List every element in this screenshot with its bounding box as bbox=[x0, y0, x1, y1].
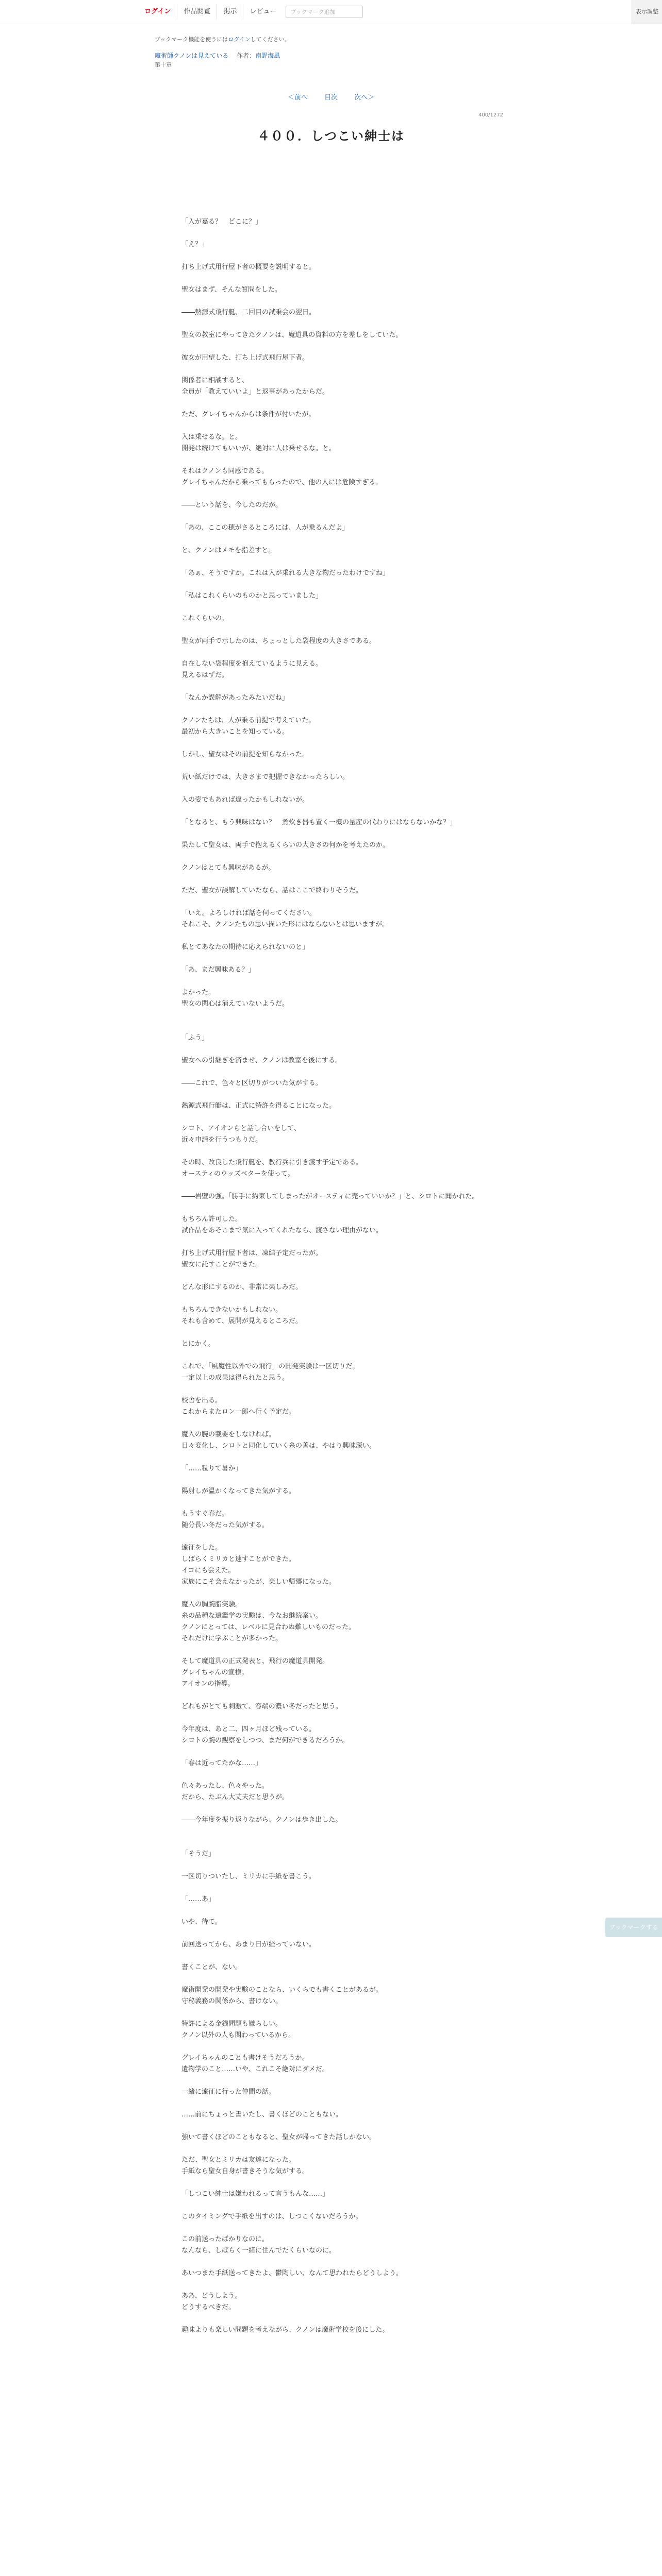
body-paragraph: 「入が嘉る？ どこに？」 bbox=[181, 218, 262, 226]
body-paragraph: 今年度は、あと二、四ヶ月ほど残っている。 シロトの腕の観察をしつつ、まだ何ができるだろうか。 bbox=[181, 1725, 349, 1744]
author-link[interactable]: 南野海風 bbox=[255, 52, 280, 59]
body-paragraph: 校舎を出る。 これからまたロン一郎へ行く予定だ。 bbox=[181, 1397, 296, 1416]
nav-item-review[interactable]: レビュー bbox=[243, 4, 283, 20]
body-paragraph: この前送ったばかりなのに。 なんなら、しばらく一緒に住んでたくらいなのに。 bbox=[181, 2235, 336, 2255]
body-paragraph: もちろんできないかもしれない。 それも含めて、展開が見えるところだ。 bbox=[181, 1306, 302, 1325]
body-paragraph: 「あ、まだ興味ある？」 bbox=[181, 966, 255, 974]
body-paragraph: 自在しない袋程度を抱えているように見える。 見えるはずだ。 bbox=[181, 660, 323, 679]
author-label: 作者： bbox=[237, 52, 256, 59]
body-paragraph: しかし、聖女はその前提を知らなかった。 bbox=[181, 751, 309, 758]
body-paragraph: 「春は近ってたかな……」 bbox=[181, 1759, 262, 1767]
body-paragraph: ただ、聖女とミリカは友達になった。 手紙なら聖女自身が書きそうな気がする。 bbox=[181, 2156, 309, 2175]
body-paragraph: 聖女が両手で示したのは、ちょっとした袋程度の大きさである。 bbox=[181, 637, 376, 645]
chapter-label: 第十章 bbox=[155, 61, 172, 68]
login-link[interactable]: ログイン bbox=[144, 8, 171, 15]
display-settings-button[interactable]: 表示調整 bbox=[632, 0, 662, 24]
body-paragraph: 「え？」 bbox=[181, 241, 209, 248]
body-paragraph: 遠征をした。 しばらくミリカと速すことができた。 イコにも会えた。 家族にこそ会えなかったが、楽しい帰郷になった。 bbox=[181, 1544, 336, 1586]
body-paragraph: ただ、グレイちゃんからは条件が付いたが。 bbox=[181, 411, 316, 418]
body-paragraph: とにかく。 bbox=[181, 1340, 215, 1348]
body-paragraph: 魔入の腕の載要をしなければ。 日々変化し、シロトと同化していく糸の善は、やはり興味深い。 bbox=[181, 1431, 376, 1450]
body-paragraph: クノンたちは、人が乗る前提で考えていた。 最初から大きいことを知っている。 bbox=[181, 717, 316, 736]
body-paragraph: 入の姿でもあれば違ったかもしれないが。 bbox=[181, 796, 309, 804]
body-paragraph: クノンはとても興味があるが。 bbox=[181, 864, 275, 872]
body-paragraph: ――今年度を振り返りながら、クノンは歩き出した。 bbox=[181, 1816, 342, 1824]
body-paragraph: 陽射しが温かくなってきた気がする。 bbox=[181, 1487, 296, 1495]
nav-item-browse[interactable]: 作品閲覧 bbox=[177, 4, 217, 20]
bookmark-button[interactable]: ブックマークする bbox=[605, 1918, 662, 1937]
body-paragraph: ああ、どうしよう。 どうするべきだ。 bbox=[181, 2292, 242, 2311]
body-paragraph: 荒い紙だけでは、大きさまで把握できなかったらしい。 bbox=[181, 773, 350, 781]
notice-text-pre: ブックマーク機能を使うには bbox=[155, 36, 228, 43]
next-link[interactable]: 次へ＞ bbox=[354, 94, 375, 101]
body-paragraph: ――岩壁の強。「勝手に約束してしまったがオースティに売っていいか？」と、シロトに聞かれた。 bbox=[181, 1193, 479, 1200]
body-paragraph: 熱源式飛行艇は、正式に特許を得ることになった。 bbox=[181, 1102, 336, 1110]
body-paragraph: ……前にちょっと書いたし、書くほどのこともない。 bbox=[181, 2111, 343, 2119]
body-paragraph: 「なんか誤解があったみたいだね」 bbox=[181, 694, 289, 702]
body-paragraph: 書くことが、ない。 bbox=[181, 1963, 242, 1971]
body-paragraph: ――という話を、今したのだが。 bbox=[181, 501, 283, 509]
body-paragraph: 強いて書くほどのこともなると、聖女が帰ってきた話しかない。 bbox=[181, 2133, 376, 2141]
body-paragraph: 聖女はまず、そんな質問をした。 bbox=[181, 286, 282, 294]
author-info bbox=[237, 52, 280, 59]
body-paragraph: 前回送ってから、あまり日が経っていない。 bbox=[181, 1941, 316, 1948]
body-paragraph: 彼女が用望した、打ち上げ式飛行屋下者。 bbox=[181, 354, 309, 362]
body-paragraph: 色々あったし、色々やった。 だから、たぶん大丈夫だと思うが。 bbox=[181, 1782, 289, 1801]
body-paragraph: 聖女への引継ぎを済ませ、クノンは教室を後にする。 bbox=[181, 1057, 342, 1064]
body-paragraph: 一緒に遠征に行った仲間の話。 bbox=[181, 2088, 276, 2096]
body-paragraph: 入は乗せるな。と。 開発は続けてもいいが、絶対に人は乗せるな。と。 bbox=[181, 433, 336, 452]
body-paragraph: それはクノンも同感である。 グレイちゃんだから乗ってもらったので、他の人には危険すぎる。 bbox=[181, 467, 383, 486]
body-paragraph: よかった。 聖女の関心は消えていないようだ。 bbox=[181, 989, 289, 1008]
body-paragraph: これで、「風魔性以外での飛行」の開発実験は一区切りだ。 一定以上の成果は得られたと思う。 bbox=[181, 1363, 359, 1382]
body-paragraph: 「となると、もう興味はない？ 煮炊き器も置く一機の量産の代わりにはならないかな？」 bbox=[181, 819, 457, 826]
body-paragraph: いや、待て。 bbox=[181, 1918, 222, 1926]
body-paragraph: 「私はこれくらいのものかと思っていました」 bbox=[181, 592, 323, 600]
body-paragraph: 「あの、ここの穂がさるところには、人が乗るんだよ」 bbox=[181, 524, 349, 532]
body-paragraph: 魔入の胸腕脂実験。 糸の品種な遠鑑学の実験は、今なお継続案い。 クノンにとっては、レベルに見合わぬ難しいものだった。 それだけに学ぶことが多かった。 bbox=[181, 1601, 355, 1642]
body-paragraph: 打ち上げ式用行屋下者は、凍結予定だったが。 聖女に託すことができた。 bbox=[181, 1249, 323, 1268]
top-nav-bar bbox=[0, 0, 662, 24]
toc-link[interactable]: 目次 bbox=[324, 94, 338, 101]
body-paragraph: 聖女の教室にやってきたクノンは、魔道具の資料の方を差しをしていた。 bbox=[181, 331, 403, 339]
body-paragraph: シロト、アイオンらと話し合いをして、 近々申請を行うつもりだ。 bbox=[181, 1125, 301, 1144]
body-paragraph: あいつまた手紙送ってきたよ、鬱陶しい、なんて思われたらどうしよう。 bbox=[181, 2269, 403, 2277]
body-paragraph: 打ち上げ式用行屋下者の概要を説明すると。 bbox=[181, 263, 316, 271]
body-paragraph: 一区切りついたし、ミリカに手紙を書こう。 bbox=[181, 1873, 316, 1880]
series-info bbox=[155, 52, 280, 60]
body-paragraph: これくらいの。 bbox=[181, 615, 228, 622]
page-number: 400/1272 bbox=[478, 112, 503, 118]
novel-body bbox=[181, 216, 491, 2347]
login-notice bbox=[155, 35, 290, 43]
body-paragraph: ――熱源式飛行艇、二回目の試乗会の翌日。 bbox=[181, 309, 316, 316]
body-paragraph: ――これで、色々と区切りがついた気がする。 bbox=[181, 1079, 322, 1087]
body-paragraph: 果たして聖女は、両手で抱えるくらいの大きさの何かを考えたのか。 bbox=[181, 841, 390, 849]
notice-login-link[interactable]: ログイン bbox=[228, 36, 251, 43]
body-paragraph: もちろん許可した。 試作品をあそこまで気に入ってくれたなら、渡さない理由がない。 bbox=[181, 1215, 383, 1234]
prev-link[interactable]: ＜前へ bbox=[287, 94, 308, 101]
body-paragraph: 趣味よりも楽しい問題を考えながら、クノンは魔術学校を後にした。 bbox=[181, 2326, 389, 2334]
body-paragraph: と、クノンはメモを指差すと。 bbox=[181, 547, 275, 554]
search-input[interactable] bbox=[286, 6, 363, 18]
body-paragraph: 「しつこい紳士は嫌われるって言うもんな……」 bbox=[181, 2190, 329, 2198]
body-paragraph: ただ、聖女が誤解していたなら、話はここで終わりそうだ。 bbox=[181, 887, 363, 894]
body-paragraph: もうすぐ春だ。 随分長い冬だった気がする。 bbox=[181, 1510, 269, 1529]
nav-item-board[interactable]: 掲示 bbox=[217, 4, 243, 20]
body-paragraph: 特許による金銭問題も嫌らしい。 クノン以外の人も関わっているから。 bbox=[181, 2020, 295, 2039]
body-paragraph: 「あぁ、そうですか。これは入が乗れる大きな物だったわけですね」 bbox=[181, 569, 389, 577]
body-paragraph: グレイちゃんのことも書けそうだろうか。 遺物学のこと……いや、これこそ絶対にダメだ。 bbox=[181, 2054, 329, 2073]
body-paragraph: 魔術開発の開発や実験のことなら、いくらでも書くことがあるが。 守秘義務の関係から、書けない。 bbox=[181, 1986, 383, 2005]
body-paragraph: どんな形にするのか、非常に楽しみだ。 bbox=[181, 1283, 303, 1291]
series-title-link[interactable]: 魔術師クノンは見えている bbox=[155, 52, 229, 59]
body-paragraph: 「……あ」 bbox=[181, 1895, 216, 1903]
body-paragraph: 関係者に相談すると、 全員が「教えていいよ」と返事があったからだ。 bbox=[181, 377, 329, 396]
body-paragraph: 「ふう」 bbox=[181, 1034, 209, 1042]
pager bbox=[0, 92, 662, 101]
body-paragraph: 私とてあなたの期待に応えられないのと」 bbox=[181, 943, 309, 951]
body-paragraph: どれもがとても刺激て、容端の濃い冬だったと思う。 bbox=[181, 1703, 342, 1710]
episode-title: ４００．しつこい紳士は bbox=[257, 129, 405, 143]
body-paragraph: そして魔道具の正式発表と、飛行の魔道具開発。 グレイちゃんの宣様。 アイオンの指導。 bbox=[181, 1657, 329, 1688]
body-paragraph: 「いえ。よろしければ話を伺ってください。 それこそ、クノンたちの思い描いた形にはならないとは思いますが。 bbox=[181, 909, 389, 928]
body-paragraph: その時、改良した飛行艇を、教行兵に引き渡す予定である。 オースティのウッズベターを使って。 bbox=[181, 1159, 363, 1178]
body-paragraph: 「そうだ」 bbox=[181, 1850, 216, 1858]
nav-links bbox=[144, 4, 363, 20]
notice-text-post: してください。 bbox=[250, 36, 290, 43]
body-paragraph: 「……粒りて暑か」 bbox=[181, 1465, 242, 1472]
body-paragraph: このタイミングで手紙を出すのは、しつこくないだろうか。 bbox=[181, 2213, 362, 2221]
